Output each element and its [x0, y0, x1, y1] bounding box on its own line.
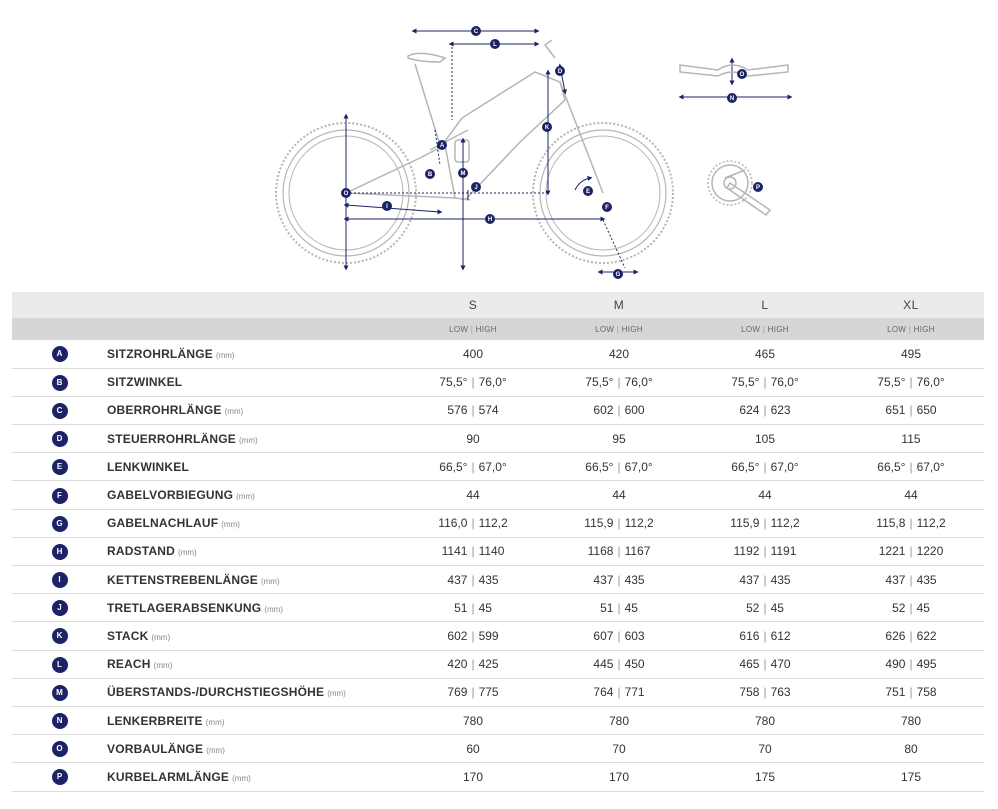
measurement-value: 66,5° | 67,0°: [731, 459, 799, 474]
measurement-label: KURBELARMLÄNGE (mm): [107, 769, 251, 784]
measurement-value: 60: [466, 741, 480, 756]
unit-label: (mm): [239, 435, 258, 445]
marker-l: [490, 39, 500, 49]
measurement-value: 626 | 622: [885, 628, 937, 643]
measurement-value: 616 | 612: [739, 628, 791, 643]
measurement-value: 95: [612, 431, 626, 446]
table-row: [12, 396, 984, 424]
dimension-badge: O: [52, 741, 68, 757]
table-row: [12, 537, 984, 565]
table-row: [12, 425, 984, 453]
table-row: [12, 735, 984, 763]
measurement-value: 66,5° | 67,0°: [439, 459, 507, 474]
dimension-badge: G: [52, 516, 68, 532]
bike-geometry-diagram: [0, 0, 998, 290]
svg-text:B: B: [427, 172, 433, 178]
unit-label: (mm): [327, 689, 346, 699]
measurement-value: 44: [904, 488, 918, 503]
measurement-value: 44: [466, 488, 480, 503]
unit-label: (mm): [221, 520, 240, 530]
dimension-badge: F: [52, 488, 68, 504]
unit-label: (mm): [224, 407, 244, 417]
measurement-label: GABELNACHLAUF (mm): [107, 516, 240, 531]
handlebar-drawing: [680, 65, 788, 76]
measurement-label: SITZROHRLÄNGE (mm): [107, 346, 235, 361]
measurement-value: 400: [462, 346, 484, 361]
measurement-value: 115: [901, 431, 921, 446]
dimension-badge: N: [52, 713, 68, 729]
measurement-value: 445 | 450: [593, 657, 645, 672]
measurement-value: 116,0 | 112,2: [438, 516, 508, 531]
table-row: [12, 763, 984, 791]
low-high-label: LOW | HIGH: [741, 324, 789, 334]
unit-label: (mm): [264, 604, 283, 614]
svg-text:C: C: [473, 29, 479, 35]
unit-label: (mm): [178, 548, 197, 558]
measurement-value: 170: [608, 769, 630, 784]
table-row: [12, 509, 984, 537]
marker-d: [555, 66, 565, 76]
measurement-value: 780: [608, 713, 630, 728]
measurement-value: 75,5° | 76,0°: [877, 375, 945, 390]
dimension-badge: H: [52, 544, 68, 560]
measurement-value: 651 | 650: [885, 403, 937, 418]
svg-text:G: G: [615, 272, 621, 278]
measurement-value: 1141 | 1140: [441, 544, 505, 559]
svg-text:N: N: [729, 96, 735, 102]
table-row: [12, 481, 984, 509]
marker-c: [471, 26, 481, 36]
measurement-value: 769 | 775: [447, 685, 499, 700]
size-m-header: M: [613, 298, 625, 312]
size-s-header: S: [468, 298, 478, 312]
measurement-value: 1192 | 1191: [733, 544, 797, 559]
table-row: [12, 678, 984, 706]
unit-label: (mm): [151, 632, 171, 642]
unit-label: (mm): [153, 661, 173, 671]
measurement-value: 51 | 45: [600, 600, 638, 615]
table-row: [12, 622, 984, 650]
marker-g: [613, 269, 623, 279]
measurement-value: 751 | 758: [885, 685, 937, 700]
marker-f: [602, 202, 612, 212]
measurement-value: 764 | 771: [593, 685, 645, 700]
measurement-value: 420 | 425: [447, 657, 499, 672]
measurement-value: 80: [904, 741, 918, 756]
measurement-value: 437 | 435: [593, 572, 645, 587]
measurement-value: 490 | 495: [885, 657, 937, 672]
marker-a: [437, 140, 447, 150]
marker-h: [485, 214, 495, 224]
measurement-label: REACH (mm): [107, 657, 173, 672]
svg-text:E: E: [585, 189, 591, 195]
table-row: [12, 706, 984, 734]
measurement-value: 420: [608, 346, 630, 361]
dimension-badge: K: [52, 628, 68, 644]
dimension-badge: A: [52, 346, 68, 362]
marker-k: [542, 122, 552, 132]
measurement-value: 780: [900, 713, 922, 728]
table-row: [12, 650, 984, 678]
measurement-value: 624 | 623: [739, 403, 791, 418]
marker-o-stem: [737, 69, 747, 79]
measurement-value: 437 | 435: [447, 572, 499, 587]
dimension-badge: D: [52, 431, 68, 447]
measurement-value: 1221 | 1220: [878, 544, 944, 559]
measurement-label: SITZWINKEL: [107, 375, 183, 390]
measurement-value: 75,5° | 76,0°: [585, 375, 653, 390]
dimension-badge: J: [52, 600, 68, 616]
dimension-badge: M: [52, 685, 68, 701]
unit-label: (mm): [236, 492, 255, 502]
measurement-label: LENKWINKEL: [107, 459, 189, 474]
measurement-value: 758 | 763: [739, 685, 791, 700]
svg-text:D: D: [557, 69, 563, 75]
table-row: [12, 368, 984, 396]
measurement-label: STACK (mm): [107, 628, 171, 643]
marker-o: [341, 188, 351, 198]
measurement-value: 175: [754, 769, 776, 784]
marker-i: [382, 201, 392, 211]
svg-text:K: K: [544, 125, 550, 131]
svg-text:A: A: [439, 143, 445, 149]
measurement-value: 44: [758, 488, 772, 503]
measurement-value: 52 | 45: [892, 600, 930, 615]
measurement-label: ÜBERSTANDS-/DURCHSTIEGSHÖHE (mm): [107, 685, 346, 700]
unit-label: (mm): [206, 745, 225, 755]
measurement-value: 115,9 | 112,2: [584, 516, 654, 531]
measurement-value: 52 | 45: [746, 600, 784, 615]
marker-j: [471, 182, 481, 192]
svg-text:M: M: [460, 171, 466, 177]
measurement-label: TRETLAGERABSENKUNG (mm): [107, 600, 283, 615]
measurement-value: 70: [758, 741, 772, 756]
measurement-value: 51 | 45: [454, 600, 492, 615]
measurement-value: 75,5° | 76,0°: [731, 375, 799, 390]
measurement-value: 75,5° | 76,0°: [439, 375, 507, 390]
dimension-badge: E: [52, 459, 68, 475]
low-high-label: LOW | HIGH: [887, 324, 935, 334]
measurement-label: OBERROHRLÄNGE (mm): [107, 403, 244, 418]
dimension-badge: C: [52, 403, 68, 419]
svg-text:O: O: [739, 72, 745, 78]
marker-m: [458, 168, 468, 178]
measurement-value: 780: [754, 713, 776, 728]
size-header-row: [12, 292, 984, 318]
svg-text:H: H: [487, 217, 493, 223]
bike-frame: [343, 40, 603, 200]
measurement-label: KETTENSTREBENLÄNGE (mm): [107, 572, 280, 587]
measurement-value: 70: [612, 741, 626, 756]
measurement-value: 602 | 599: [447, 628, 499, 643]
unit-label: (mm): [215, 350, 235, 360]
svg-text:I: I: [386, 204, 388, 210]
measurement-value: 607 | 603: [593, 628, 645, 643]
unit-label: (mm): [260, 576, 280, 586]
measurement-value: 1168 | 1167: [587, 544, 651, 559]
svg-text:F: F: [605, 205, 609, 211]
marker-e: [583, 186, 593, 196]
geometry-table: [12, 292, 984, 792]
measurement-value: 465: [754, 346, 776, 361]
measurement-value: 602 | 600: [593, 403, 645, 418]
svg-text:L: L: [493, 42, 497, 48]
measurement-value: 175: [900, 769, 922, 784]
measurement-value: 105: [754, 431, 776, 446]
svg-text:J: J: [474, 185, 478, 191]
measurement-value: 576 | 574: [447, 403, 499, 418]
dimension-badge: P: [52, 769, 68, 785]
marker-p: [753, 182, 763, 192]
measurement-value: 465 | 470: [739, 657, 791, 672]
unit-label: (mm): [232, 773, 251, 783]
measurement-value: 115,9 | 112,2: [730, 516, 800, 531]
measurement-value: 495: [900, 346, 922, 361]
measurement-value: 437 | 435: [739, 572, 791, 587]
measurement-label: STEUERROHRLÄNGE (mm): [107, 431, 258, 446]
svg-text:O: O: [343, 191, 349, 197]
size-xl-header: XL: [903, 298, 919, 312]
measurement-value: 44: [612, 488, 626, 503]
marker-b: [425, 169, 435, 179]
table-row: [12, 566, 984, 594]
measurement-value: 437 | 435: [885, 572, 937, 587]
size-l-header: L: [761, 298, 769, 312]
table-row: [12, 594, 984, 622]
measurement-value: 780: [462, 713, 484, 728]
measurement-value: 170: [462, 769, 484, 784]
measurement-value: 66,5° | 67,0°: [877, 459, 945, 474]
measurement-value: 66,5° | 67,0°: [585, 459, 653, 474]
measurement-label: VORBAULÄNGE (mm): [107, 741, 225, 756]
measurement-label: LENKERBREITE (mm): [107, 713, 225, 728]
marker-n: [727, 93, 737, 103]
dimension-badge: L: [52, 657, 68, 673]
low-high-label: LOW | HIGH: [449, 324, 497, 334]
measurement-value: 90: [466, 431, 480, 446]
dimension-badge: I: [52, 572, 68, 588]
table-row: [12, 453, 984, 481]
geometry-table-body: [12, 340, 984, 791]
bike-geometry-svg: [0, 0, 998, 290]
low-high-header-row: [12, 318, 984, 340]
low-high-label: LOW | HIGH: [595, 324, 643, 334]
unit-label: (mm): [205, 717, 225, 727]
dimension-badge: B: [52, 375, 68, 391]
svg-text:P: P: [755, 185, 761, 191]
measurement-label: GABELVORBIEGUNG (mm): [107, 488, 255, 503]
measurement-label: RADSTAND (mm): [107, 544, 197, 559]
table-row: [12, 340, 984, 368]
measurement-value: 115,8 | 112,2: [876, 516, 946, 531]
